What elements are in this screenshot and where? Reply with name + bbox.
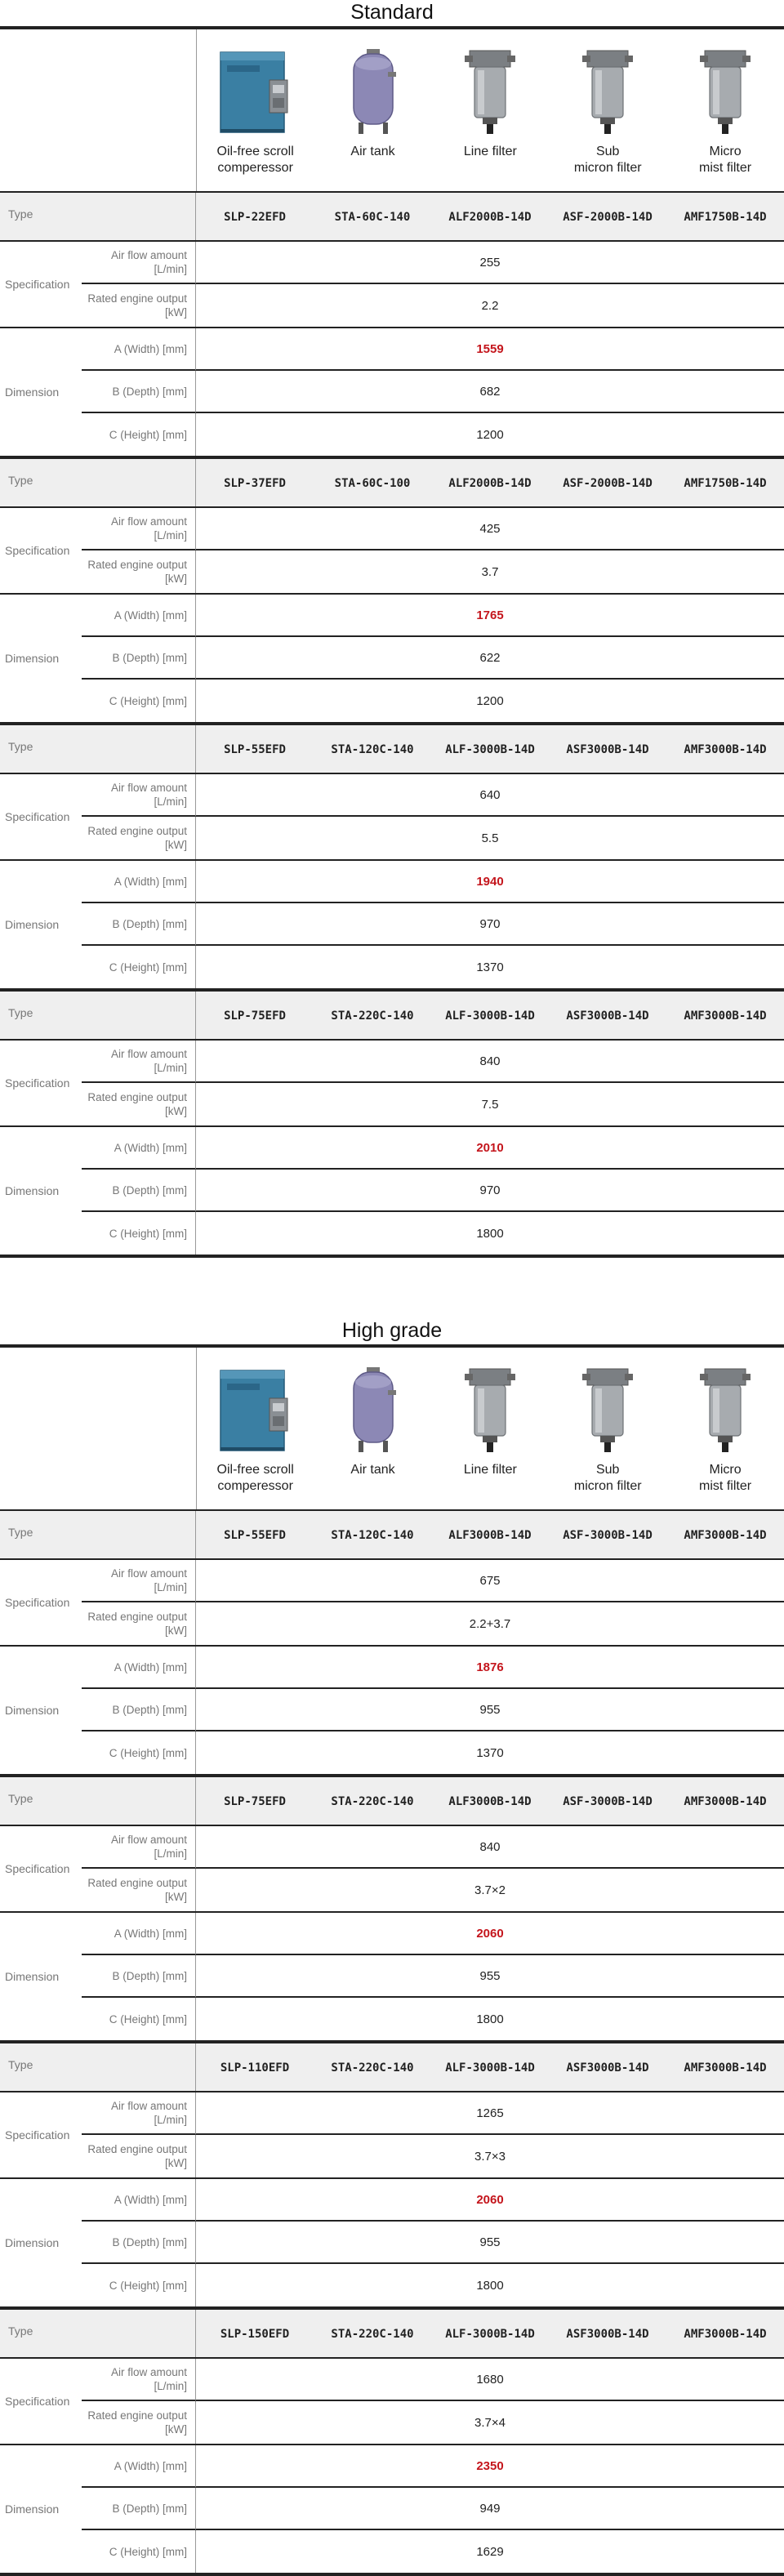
dimension-label: Dimension <box>5 386 60 399</box>
model-type: ALF-3000B-14D <box>445 1009 535 1023</box>
product-name <box>464 1462 517 1478</box>
depth-value: 955 <box>196 2222 784 2264</box>
type-row <box>0 2043 784 2092</box>
type-label: Type <box>0 725 196 773</box>
engine-output-value: 7.5 <box>481 1097 499 1112</box>
model-type: AMF3000B-14D <box>684 743 767 756</box>
specification-block <box>0 1041 784 1127</box>
model-type: STA-220C-140 <box>331 2328 414 2341</box>
model-type: ASF-3000B-14D <box>563 1529 653 1542</box>
engine-output-label: Rated engine output [kW] <box>82 284 196 327</box>
width-label: A (Width) [mm] <box>82 2445 196 2488</box>
air-flow-label: Air flow amount [L/min] <box>82 1041 196 1083</box>
width-value: 1765 <box>196 595 784 637</box>
engine-output-value: 3.7 <box>481 564 499 579</box>
air-flow-row <box>82 1826 784 1869</box>
engine-output-label: Rated engine output [kW] <box>82 2135 196 2177</box>
dimension-block <box>0 1127 784 1255</box>
depth-label: B (Depth) [mm] <box>82 1170 196 1212</box>
specification-block <box>0 508 784 595</box>
height-row <box>82 2264 784 2306</box>
product-image-row <box>0 1348 784 1511</box>
model-type: STA-220C-140 <box>331 1795 414 1808</box>
model-type: ALF-3000B-14D <box>445 2061 535 2075</box>
type-row <box>0 1777 784 1826</box>
specification-label: Specification <box>5 1862 70 1875</box>
model-type: STA-220C-140 <box>331 2061 414 2075</box>
model-type: SLP-75EFD <box>224 1009 286 1023</box>
product-name-line1: Air tank <box>350 145 395 158</box>
specification-block <box>0 774 784 861</box>
product-name-line1: Sub <box>595 1463 620 1477</box>
dimension-block <box>0 1913 784 2040</box>
depth-row <box>82 1170 784 1212</box>
width-label: A (Width) [mm] <box>82 861 196 903</box>
product-name <box>699 144 751 176</box>
depth-value: 622 <box>196 637 784 680</box>
product-name-line1: Micro <box>709 145 742 158</box>
section-standard <box>0 0 784 1258</box>
engine-output-row <box>82 1083 784 1125</box>
model-type: AMF3000B-14D <box>684 2061 767 2075</box>
model-type: ASF3000B-14D <box>566 1009 649 1023</box>
product-column <box>431 29 549 191</box>
depth-row <box>82 1955 784 1998</box>
width-label: A (Width) [mm] <box>82 2179 196 2222</box>
section-title: Standard <box>0 0 784 29</box>
height-row <box>82 1731 784 1774</box>
air-flow-row <box>82 2359 784 2401</box>
width-row <box>82 2179 784 2222</box>
height-value: 1800 <box>476 2012 504 2026</box>
model-type: ASF3000B-14D <box>566 2328 649 2341</box>
height-label: C (Height) [mm] <box>82 1998 196 2040</box>
specification-block <box>0 242 784 328</box>
air-flow-label: Air flow amount [L/min] <box>82 1560 196 1602</box>
width-label: A (Width) [mm] <box>82 328 196 371</box>
dimension-label: Dimension <box>5 1970 60 1983</box>
product-name-line2: micron filter <box>573 1479 642 1493</box>
model-type: ALF2000B-14D <box>448 477 532 490</box>
air-flow-label: Air flow amount [L/min] <box>82 2092 196 2135</box>
air-flow-label: Air flow amount [L/min] <box>82 242 196 284</box>
air-tank-icon <box>341 1366 406 1455</box>
product-name-line2: comperessor <box>217 1479 293 1493</box>
depth-label: B (Depth) [mm] <box>82 2222 196 2264</box>
specification-label: Specification <box>5 1596 70 1609</box>
product-name-line2: mist filter <box>699 161 752 175</box>
air-flow-value: 425 <box>196 508 784 550</box>
product-column <box>197 1348 314 1509</box>
height-label: C (Height) [mm] <box>82 1212 196 1255</box>
specification-label: Specification <box>5 278 70 291</box>
width-value: 1940 <box>196 861 784 903</box>
air-flow-row <box>82 242 784 284</box>
model-type: SLP-55EFD <box>224 1529 286 1542</box>
depth-value: 970 <box>196 903 784 946</box>
empty-label-cell <box>0 1348 197 1509</box>
width-row <box>82 1127 784 1170</box>
engine-output-value: 3.7×2 <box>474 1883 506 1897</box>
width-row <box>82 1647 784 1689</box>
engine-output-value: 3.7×3 <box>474 2149 506 2164</box>
height-label: C (Height) [mm] <box>82 413 196 456</box>
air-flow-row <box>82 2092 784 2135</box>
model-type: ASF-2000B-14D <box>563 211 653 224</box>
depth-row <box>82 1689 784 1731</box>
width-label: A (Width) [mm] <box>82 1913 196 1955</box>
model-type: AMF3000B-14D <box>684 1529 767 1542</box>
model-type: ALF3000B-14D <box>448 1795 532 1808</box>
depth-label: B (Depth) [mm] <box>82 1955 196 1998</box>
height-row <box>82 2530 784 2573</box>
dimension-block <box>0 595 784 722</box>
dimension-label: Dimension <box>5 652 60 665</box>
model-type: SLP-110EFD <box>220 2061 290 2075</box>
width-value: 1876 <box>196 1647 784 1689</box>
air-flow-label: Air flow amount [L/min] <box>82 774 196 817</box>
dimension-label: Dimension <box>5 1184 60 1197</box>
depth-value: 970 <box>196 1170 784 1212</box>
model-group <box>0 1777 784 2043</box>
filter-icon <box>697 1366 754 1455</box>
product-name-line2: mist filter <box>699 1479 752 1493</box>
air-flow-label: Air flow amount [L/min] <box>82 508 196 550</box>
air-flow-row <box>82 1041 784 1083</box>
height-label: C (Height) [mm] <box>82 680 196 722</box>
model-type: ALF-3000B-14D <box>445 743 535 756</box>
engine-output-label: Rated engine output [kW] <box>82 2401 196 2444</box>
engine-output-row <box>82 284 784 327</box>
width-row <box>82 2445 784 2488</box>
type-label: Type <box>0 2310 196 2357</box>
width-value: 2060 <box>196 2179 784 2222</box>
air-tank-icon <box>341 47 406 137</box>
type-label: Type <box>0 193 196 240</box>
model-type: STA-60C-140 <box>334 211 411 224</box>
height-value: 1800 <box>476 2278 504 2293</box>
product-name <box>217 1462 294 1495</box>
type-label: Type <box>0 1511 196 1558</box>
engine-output-label: Rated engine output [kW] <box>82 1602 196 1645</box>
height-value: 1200 <box>476 693 504 708</box>
model-group <box>0 1511 784 1777</box>
depth-label: B (Depth) [mm] <box>82 903 196 946</box>
type-row <box>0 193 784 242</box>
section-title: High grade <box>0 1318 784 1348</box>
model-group <box>0 725 784 992</box>
air-flow-row <box>82 1560 784 1602</box>
height-row <box>82 1998 784 2040</box>
type-row <box>0 725 784 774</box>
height-label: C (Height) [mm] <box>82 946 196 988</box>
model-type: AMF1750B-14D <box>684 211 767 224</box>
specification-block <box>0 2092 784 2179</box>
section-high-grade <box>0 1318 784 2576</box>
height-label: C (Height) [mm] <box>82 1731 196 1774</box>
width-value: 1559 <box>196 328 784 371</box>
dimension-label: Dimension <box>5 1704 60 1717</box>
model-group <box>0 459 784 725</box>
engine-output-row <box>82 2135 784 2177</box>
model-type: SLP-75EFD <box>224 1795 286 1808</box>
engine-output-label: Rated engine output [kW] <box>82 550 196 593</box>
model-type: ASF-3000B-14D <box>563 1795 653 1808</box>
specification-label: Specification <box>5 544 70 557</box>
width-row <box>82 1913 784 1955</box>
type-row <box>0 992 784 1041</box>
product-name-line1: Micro <box>709 1463 742 1477</box>
height-value: 1629 <box>476 2544 504 2559</box>
width-label: A (Width) [mm] <box>82 1127 196 1170</box>
depth-row <box>82 2222 784 2264</box>
dimension-block <box>0 2179 784 2306</box>
product-name <box>350 144 394 160</box>
depth-label: B (Depth) [mm] <box>82 637 196 680</box>
air-flow-value: 1265 <box>196 2092 784 2135</box>
type-row <box>0 459 784 508</box>
product-name <box>699 1462 751 1495</box>
model-type: SLP-150EFD <box>220 2328 290 2341</box>
model-group <box>0 992 784 1258</box>
engine-output-row <box>82 550 784 593</box>
height-row <box>82 680 784 722</box>
width-label: A (Width) [mm] <box>82 595 196 637</box>
filter-icon <box>461 47 519 137</box>
depth-value: 949 <box>196 2488 784 2530</box>
dimension-label: Dimension <box>5 2236 60 2249</box>
model-group <box>0 2310 784 2576</box>
product-column <box>549 1348 666 1509</box>
product-name <box>574 144 642 176</box>
height-value: 1370 <box>476 960 504 974</box>
type-row <box>0 2310 784 2359</box>
width-label: A (Width) [mm] <box>82 1647 196 1689</box>
product-name-line1: Oil-free scroll <box>216 145 294 158</box>
width-value: 2010 <box>196 1127 784 1170</box>
empty-label-cell <box>0 29 197 191</box>
depth-label: B (Depth) [mm] <box>82 371 196 413</box>
depth-row <box>82 2488 784 2530</box>
air-flow-value: 640 <box>196 774 784 817</box>
model-type: SLP-37EFD <box>224 477 286 490</box>
product-column <box>666 29 784 191</box>
model-type: STA-60C-100 <box>334 477 411 490</box>
engine-output-value: 2.2+3.7 <box>469 1616 511 1631</box>
compressor-icon <box>219 1366 292 1455</box>
engine-output-value: 3.7×4 <box>474 2415 506 2430</box>
model-type: ASF3000B-14D <box>566 2061 649 2075</box>
type-row <box>0 1511 784 1560</box>
product-name-line2: micron filter <box>573 161 642 175</box>
air-flow-label: Air flow amount [L/min] <box>82 1826 196 1869</box>
type-label: Type <box>0 459 196 506</box>
engine-output-label: Rated engine output [kW] <box>82 1083 196 1125</box>
product-name-line1: Line filter <box>463 145 517 158</box>
width-row <box>82 595 784 637</box>
product-name-line2: comperessor <box>217 161 293 175</box>
dimension-block <box>0 861 784 988</box>
product-column <box>666 1348 784 1509</box>
product-column <box>549 29 666 191</box>
product-name-line1: Oil-free scroll <box>216 1463 294 1477</box>
specification-block <box>0 1560 784 1647</box>
engine-output-label: Rated engine output [kW] <box>82 817 196 859</box>
model-type: ALF2000B-14D <box>448 211 532 224</box>
model-type: AMF3000B-14D <box>684 2328 767 2341</box>
height-label: C (Height) [mm] <box>82 2530 196 2573</box>
model-group <box>0 193 784 459</box>
engine-output-row <box>82 1602 784 1645</box>
type-label: Type <box>0 2043 196 2091</box>
model-type: ASF3000B-14D <box>566 743 649 756</box>
product-image-row <box>0 29 784 193</box>
height-value: 1200 <box>476 427 504 442</box>
engine-output-value: 2.2 <box>481 298 499 313</box>
product-name <box>350 1462 394 1478</box>
engine-output-row <box>82 2401 784 2444</box>
width-row <box>82 861 784 903</box>
product-column <box>314 1348 432 1509</box>
product-name-line1: Line filter <box>463 1463 517 1477</box>
depth-value: 955 <box>196 1955 784 1998</box>
specification-label: Specification <box>5 2395 70 2408</box>
product-name-line1: Sub <box>595 145 620 158</box>
product-name <box>574 1462 642 1495</box>
air-flow-label: Air flow amount [L/min] <box>82 2359 196 2401</box>
engine-output-value: 5.5 <box>481 831 499 845</box>
model-group <box>0 2043 784 2310</box>
type-label: Type <box>0 1777 196 1825</box>
model-type: ALF-3000B-14D <box>445 2328 535 2341</box>
width-value: 2350 <box>196 2445 784 2488</box>
model-type: AMF3000B-14D <box>684 1009 767 1023</box>
air-flow-value: 255 <box>196 242 784 284</box>
dimension-block <box>0 328 784 456</box>
air-flow-value: 1680 <box>196 2359 784 2401</box>
engine-output-row <box>82 817 784 859</box>
specification-block <box>0 2359 784 2445</box>
dimension-label: Dimension <box>5 2502 60 2516</box>
specification-block <box>0 1826 784 1913</box>
depth-value: 682 <box>196 371 784 413</box>
model-type: ASF-2000B-14D <box>563 477 653 490</box>
product-name <box>217 144 294 176</box>
model-type: SLP-22EFD <box>224 211 286 224</box>
air-flow-row <box>82 774 784 817</box>
depth-row <box>82 637 784 680</box>
model-type: AMF3000B-14D <box>684 1795 767 1808</box>
dimension-label: Dimension <box>5 918 60 931</box>
height-value: 1800 <box>476 1226 504 1241</box>
height-value: 1370 <box>476 1745 504 1760</box>
product-column <box>197 29 314 191</box>
model-type: STA-120C-140 <box>331 1529 414 1542</box>
depth-label: B (Depth) [mm] <box>82 2488 196 2530</box>
height-row <box>82 413 784 456</box>
air-flow-value: 840 <box>196 1041 784 1083</box>
height-row <box>82 946 784 988</box>
model-type: ALF3000B-14D <box>448 1529 532 1542</box>
height-row <box>82 1212 784 1255</box>
engine-output-row <box>82 1869 784 1911</box>
depth-label: B (Depth) [mm] <box>82 1689 196 1731</box>
filter-icon <box>579 47 636 137</box>
depth-row <box>82 371 784 413</box>
product-column <box>431 1348 549 1509</box>
product-name-line1: Air tank <box>350 1463 395 1477</box>
air-flow-value: 675 <box>196 1560 784 1602</box>
air-flow-value: 840 <box>196 1826 784 1869</box>
engine-output-label: Rated engine output [kW] <box>82 1869 196 1911</box>
model-type: AMF1750B-14D <box>684 477 767 490</box>
filter-icon <box>697 47 754 137</box>
product-name <box>464 144 517 160</box>
filter-icon <box>579 1366 636 1455</box>
model-type: STA-220C-140 <box>331 1009 414 1023</box>
width-value: 2060 <box>196 1913 784 1955</box>
type-label: Type <box>0 992 196 1039</box>
width-row <box>82 328 784 371</box>
specification-label: Specification <box>5 1076 70 1090</box>
model-type: STA-120C-140 <box>331 743 414 756</box>
height-label: C (Height) [mm] <box>82 2264 196 2306</box>
product-column <box>314 29 432 191</box>
compressor-icon <box>219 47 292 137</box>
depth-value: 955 <box>196 1689 784 1731</box>
dimension-block <box>0 1647 784 1774</box>
filter-icon <box>461 1366 519 1455</box>
specification-label: Specification <box>5 2128 70 2141</box>
model-type: SLP-55EFD <box>224 743 286 756</box>
depth-row <box>82 903 784 946</box>
air-flow-row <box>82 508 784 550</box>
specification-label: Specification <box>5 810 70 823</box>
dimension-block <box>0 2445 784 2573</box>
